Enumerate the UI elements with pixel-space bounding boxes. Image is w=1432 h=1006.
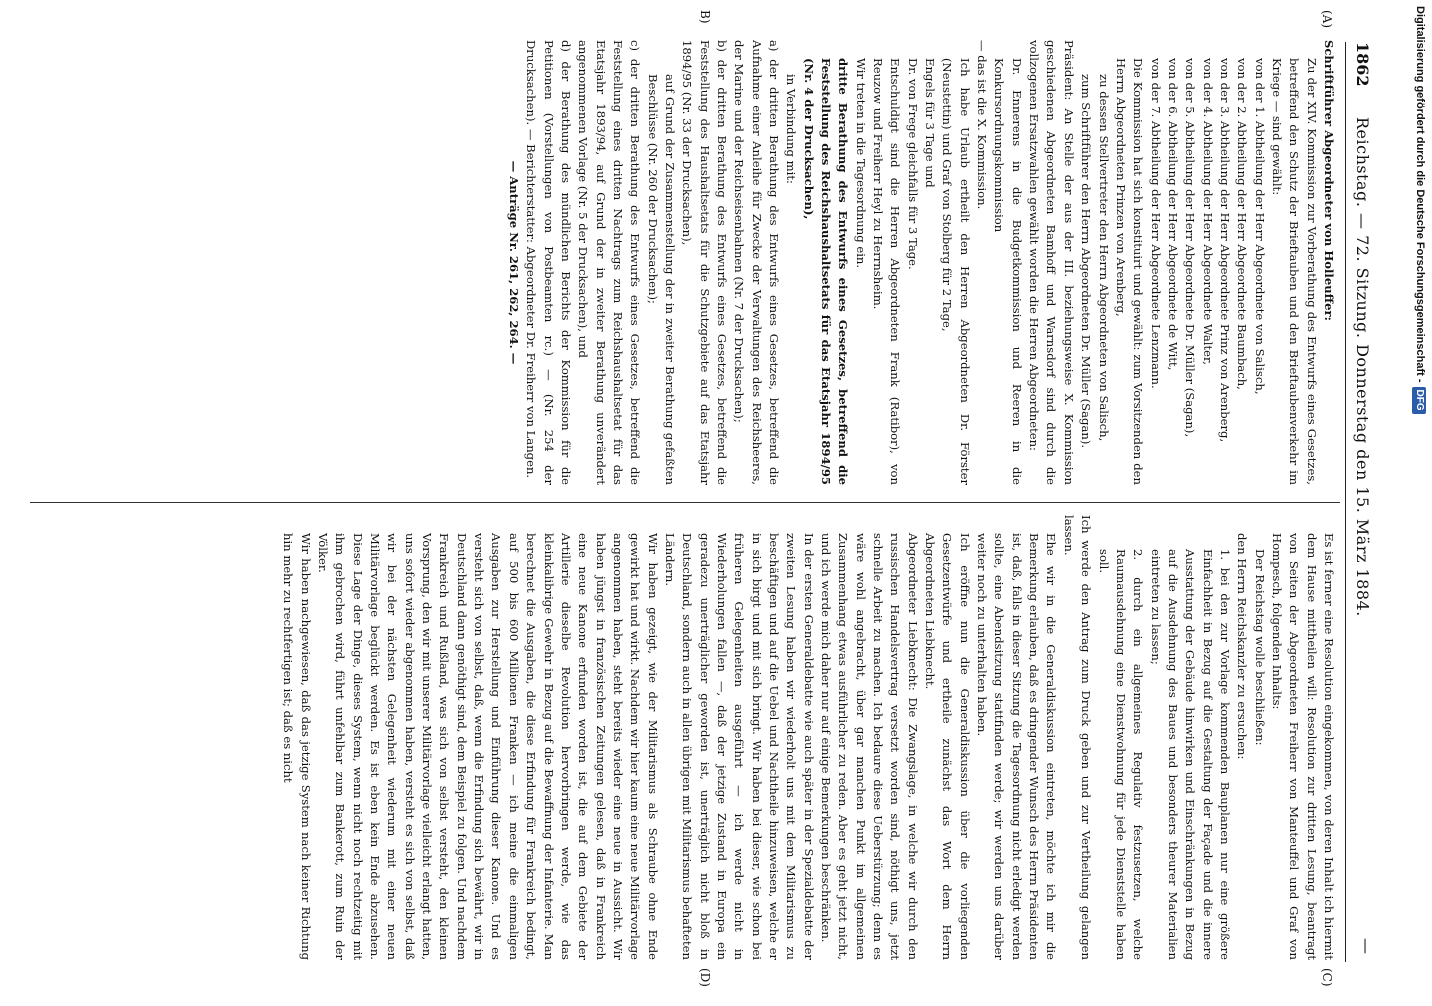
paragraph: von der 1. Abtheilung der Herr Abgeordnete von Salisch, (1252, 58, 1267, 395)
paragraph: zu dessen Stellvertreter den Herrn Abgeordneten von Salisch, (1096, 74, 1111, 442)
paragraph: Der Reichstag wolle beschließen: (1252, 549, 1267, 746)
column-divider (30, 502, 1340, 503)
paragraph: b) der dritten Berathung des Entwurfs eines Gesetzes, betreffend die Feststellung des Haushaltsetats für die Schutzgebiete auf das Etatsjahr 1894/95 (Nr. 33 der Drucksachen), (680, 40, 729, 485)
header-rule (1345, 42, 1346, 962)
paragraph: von der 7. Abtheilung der Herr Abgeordnete Lenzmann. (1148, 58, 1163, 389)
dfg-funding-note (1408, 0, 1432, 1000)
running-title: Reichstag. — 72. Sitzung. Donnerstag den 15. März 1884. (1353, 117, 1372, 617)
paragraph: den Herrn Reichskanzler zu ersuchen: (1235, 533, 1250, 760)
paragraph: Präsident: An Stelle der aus der III. beziehungsweise X. Kommission geschiedenen Abgeordneten Bamhoff und Warnsdorf sind durch die vollzogenen Ersatzwahlen gewählt worden die Herren Abgeordneten: (1027, 40, 1076, 485)
paragraph: dritte Berathung des Entwurfs eines Gesetzes, betreffend die Feststellung des Reichshaushaltsetats für das Etatsjahr 1894/95 (Nr. 4 der Drucksachen), (801, 58, 851, 485)
paragraph: a) der dritten Berathung des Entwurfs eines Gesetzes, betreffend die Aufnahme einer Anleihe für Zwecke der Verwaltungen des Reichsheeres, der Marine und der Reichseisenbahnen (Nr. 7 der Drucksachen); (732, 40, 781, 485)
paragraph: von der 3. Abtheilung der Herr Abgeordnete Prinz von Arenberg, (1217, 58, 1232, 443)
paragraph: In der ersten Generaldebatte wie auch später in der Spezialdebatte der zweiten Lesung haben wir wiederholt uns mit dem Militarismus zu beschäftigen und auf die Uebel und Nachtheile hinzuweisen, welche er in sich birgt und mit sich bringt. Wir haben bei dieser, wie schon bei früheren Gelegenheiten ausgeführt — ich werde nicht in Wiederholungen fallen —, daß der jetzige Zustand in Europa ein geradezu unerträglicher geworden ist, unerträglich nicht bloß in Deutschland, sondern auch in allen übrigen mit Militarismus behafteten Ländern. (662, 533, 816, 960)
paragraph: zum Schriftführer den Herrn Abgeordneten Dr. Müller (Sagan). (1079, 74, 1094, 449)
paragraph: Abgeordneter Liebknecht: Die Zwangslage, in welche wir durch den russischen Handelsvertrag versetzt worden sind, nöthigt uns, jetzt schnelle Arbeit zu machen. Ich bedaure diese Ueberstürzung; denn es wäre wohl angebracht, über gar manchen Punkt im allgemeinen Zusammenhang etwas ausführlicher zu reden. Aber es geht jetzt nicht, und ich werde mich daher nur auf einige Bemerkungen beschränken. (819, 533, 920, 960)
dfg-note-strip (1408, 0, 1432, 1006)
dfg-logo: DFG (1412, 387, 1426, 414)
paragraph: Die Kommission hat sich konstituirt und gewählt: zum Vorsitzenden den Herrn Abgeordneten Prinzen von Arenberg, (1113, 58, 1146, 485)
left-text-column (27, 40, 1337, 485)
paragraph: Schriftführer Abgeordneter von Holleuffer: (1322, 40, 1336, 321)
paragraph: Wir treten in die Tagesordnung ein. (853, 58, 868, 269)
paragraph: von der 5. Abtheilung der Herr Abgeordnete Dr. Müller (Sagan), (1183, 58, 1198, 438)
paragraph: von der 6. Abtheilung der Herr Abgeordnete de Witt, (1165, 58, 1180, 371)
paragraph: Zu der XIV. Kommission zur Vorberathung des Entwurfs eines Gesetzes, betreffend den Schutz der Brieftauben und den Brieftaubenverkehr im Kriege — sind gewählt: (1269, 58, 1319, 485)
paragraph: Ich eröffne nun die Generaldiskussion über die vorliegenden Gesetzentwürfe und ertheile zunächst das Wort dem Herrn Abgeordneten Liebknecht. (923, 533, 972, 960)
margin-mark-d: (D) (698, 968, 712, 987)
paragraph: von der 2. Abtheilung der Herr Abgeordnete Baumbach, (1235, 58, 1250, 390)
paragraph: Wir haben nachgewiesen, daß das jetzige System nach keiner Richtung hin mehr zu rechtfertigen ist; daß es nicht (281, 533, 313, 960)
paragraph: Entschuldigt sind die Herren Abgeordneten Frank (Ratibor), von Reuzow und Freiherr Heyl zu Herrnsheim. (871, 58, 903, 485)
paragraph: Dr. Ennerens in die Budgetkommission und Reeren in die Konkursordnungskommission (992, 58, 1024, 485)
margin-mark-c: (C) (1320, 968, 1334, 987)
right-text-column (27, 515, 1337, 960)
paragraph: d) der Berathung des mündlichen Berichts der Kommission für die Petitionen (Vorstellungen von Postbeamten rc.) — (Nr. 254 der Drucksachen). — Berichterstatter: Abgeordneter Dr. Freiherr von Langen. (524, 40, 573, 485)
margin-mark-a: (A) (1320, 10, 1334, 29)
paragraph: Ehe wir in die Generaldiskussion eintreten, möchte ich mir die Bemerkung erlauben, daß es dringender Wunsch des Herrn Präsidenten ist, daß, falls in dieser Sitzung die Tagesordnung nicht erledigt werden sollte, eine Abendsitzung stattfinden werde; wir werden uns darüber weiter noch zu unterhalten haben. (975, 533, 1059, 960)
header-trailing-mark: — (1357, 938, 1376, 954)
page-number: 1862 (1353, 42, 1372, 87)
margin-mark-b: B) (698, 10, 712, 24)
page-header (1348, 42, 1376, 962)
paragraph: Dr. von Frege gleichfalls für 3 Tage. (905, 58, 920, 270)
paragraph: von der 4. Abtheilung der Herr Abgeordnete Walter, (1200, 58, 1215, 365)
paragraph: Wir haben gezeigt, wie der Militarismus als Schraube ohne Ende gewirkt hat und wirkt. Nachdem wir hier kaum eine neue Militärvorlage angenommen haben, steht bereits wieder eine neue in Aussicht. Wir haben jüngst in französischen Zeitungen gelesen, daß in Frankreich eine neue Kanone erfunden worden ist, die auf dem Gebiete der Artillerie dieselbe Revolution hervorbringen werde, wie das kleinkalibrige Gewehr in Bezug auf die Bewaffnung der Infanterie. Man berechnet die Ausgaben, die diese Erfindung für Frankreich bedingt, auf 500 bis 600 Millionen Franken — ich meine die einmaligen Ausgaben zur Herstellung und Einführung dieser Kanone. Und es versteht sich von selbst, daß, wenn die Erfindung sich bewährt, wir in Deutschland dann genöthigt sind, dem Beispiel zu folgen. Und nachdem Frankreich und Rußland, was sich von selbst versteht, den kleinen Vorsprung, den wir mit unserer Militärvorlage vielleicht erlangt hatten, uns sofort wieder abgenommen haben, versteht es sich von selbst, daß wir bei der nächsten Gelegenheit wiederum mit einer neuen Militärvorlage beglückt werden. Es ist eben kein Ende abzusehen. Diese Lage der Dinge, dieses System, wenn nicht noch rechtzeitig mit ihm gebrochen wird, führt unfehlbar zum Bankerott, zum Ruin der Völker. (316, 533, 660, 960)
paragraph: 1. bei den zur Vorlage kommenden Bauplanen nur eine größere Einfachheit in Bezug auf die Gestaltung der Façade und die innere Ausstattung der Gebäude hinwirken und Einschränkungen in Bezug auf die Ausdehnung des Baues und besonders theurer Materialien eintreten zu lassen; (1148, 549, 1232, 960)
paragraph: Ich habe Urlaub ertheilt den Herren Abgeordneten Dr. Förster (Neustettin) und Graf von Stolberg für 2 Tage, (940, 58, 972, 485)
paragraph: — Anträge Nr. 261, 262, 264. — (506, 160, 521, 365)
paragraph: in Verbindung mit: (784, 74, 799, 184)
paragraph: c) der dritten Berathung des Entwurfs eines Gesetzes, betreffend die Feststellung eines dritten Nachtrags zum Reichshaushaltsetat für das Etatsjahr 1893/94, auf Grund der in zweiter Berathung unverändert angenommenen Vorlage (Nr. 5 der Drucksachen), und (576, 40, 643, 485)
paragraph: Ich werde den Antrag zum Druck geben und zur Vertheilung gelangen lassen. (1061, 515, 1094, 960)
dfg-note-text: Digitalisierung gefördert durch die Deutsche Forschungsgemeinschaft - (1414, 6, 1426, 383)
paragraph: — das ist die X. Kommission. (975, 40, 990, 210)
paragraph: Engels für 3 Tage und (923, 58, 938, 188)
paragraph: auf Grund der Zusammenstellung der in zweiter Berathung gefaßten Beschlüsse (Nr. 260 der Drucksachen); (645, 74, 677, 485)
paragraph: Es ist ferner eine Resolution eingekommen, von deren Inhalt ich hiermit dem Hause mittheilen will: Resolution zur dritten Lesung, beantragt von Seiten der Abgeordneten Freiherr von Manteuffel und Graf von Hompesch, folgenden Inhalts: (1269, 533, 1336, 960)
paragraph: 2. durch ein allgemeines Regulativ festzusetzen, welche Raumausdehnung eine Dienstwohnung für jede Dienststelle haben soll. (1096, 549, 1146, 960)
